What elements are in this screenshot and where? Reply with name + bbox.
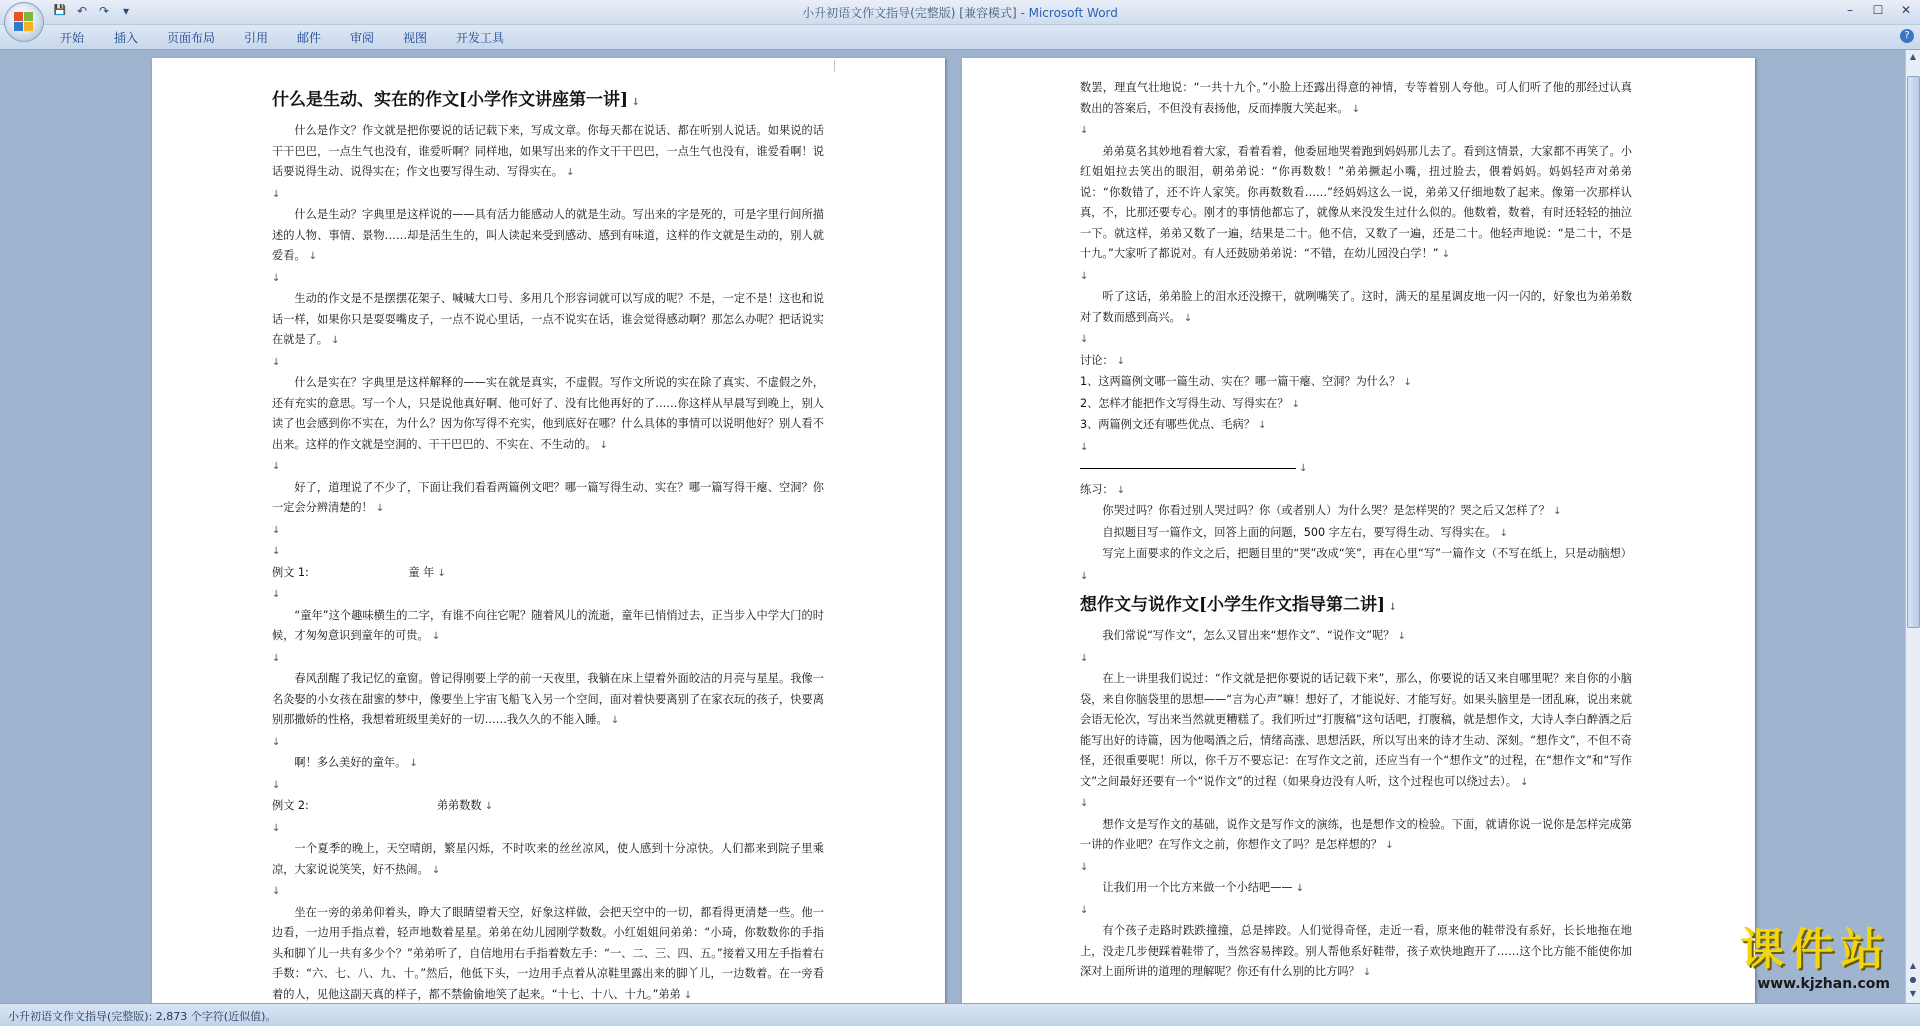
paragraph-mark-icon: ↓ bbox=[1516, 776, 1529, 788]
empty-paragraph bbox=[272, 184, 824, 206]
paragraph-text: 练习： bbox=[1080, 482, 1114, 496]
paragraph-mark-icon: ↓ bbox=[1496, 527, 1509, 539]
paragraph bbox=[272, 205, 824, 268]
paragraph bbox=[1080, 142, 1632, 266]
office-logo-icon bbox=[14, 12, 34, 32]
paragraph-mark-icon: ↓ bbox=[607, 715, 620, 726]
paragraph-mark-icon: ↓ bbox=[1080, 334, 1089, 345]
paragraph-mark-icon: ↓ bbox=[596, 439, 609, 451]
paragraph-text: 写完上面要求的作文之后，把题目里的“哭”改成“笑”，再在心里“写”一篇作文（不写在纸上，只是动脑想） bbox=[1102, 547, 1632, 560]
paragraph-mark-icon: ↓ bbox=[628, 97, 640, 108]
paragraph-mark-icon: ↓ bbox=[1549, 506, 1562, 517]
paragraph-mark-icon: ↓ bbox=[1080, 270, 1089, 282]
paragraph-text: 坐在一旁的弟弟仰着头，睁大了眼睛望着天空，好象这样做，会把天空中的一切，都看得更清楚一些。他一边看，一边用手指点着，轻声地数着星星。弟弟在幼儿园刚学数数。小红姐姐问弟弟：“小琦，你数数你的手指头和脚丫儿一共有多少个？”弟弟听了，自信地用右手指着数左手：“一、二、三、四、五。”接着又用左手指着右手数：“六、七、八、九、十。”然后，他低下头，一边用手点着从凉鞋里露出来的脚丫儿，一边数着。在一旁看着的人，见他这副天真的样子，都不禁偷偷地笑了起来。“十七、十八、十九。”弟弟 bbox=[272, 905, 824, 1001]
paragraph-text: 听了这话，弟弟脸上的泪水还没擦干，就咧嘴笑了。这时，满天的星星调皮地一闪一闪的，好象也为弟弟数对了数而感到高兴。 bbox=[1080, 290, 1632, 324]
empty-paragraph bbox=[272, 541, 824, 563]
paragraph-text: 好了，道理说了不少了，下面让我们看看两篇例文吧？哪一篇写得生动、实在？哪一篇写得干瘪、空洞？你一定会分辨清楚的！ bbox=[272, 480, 824, 514]
paragraph bbox=[1080, 921, 1632, 984]
page-content bbox=[1080, 78, 1632, 984]
empty-paragraph bbox=[272, 520, 824, 542]
paragraph bbox=[272, 478, 824, 520]
paragraph-mark-icon: ↓ bbox=[272, 822, 281, 834]
paragraph-mark-icon: ↓ bbox=[327, 335, 340, 346]
paragraph-text: 生动的作文是不是摆摆花架子、喊喊大口号、多用几个形容词就可以写成的呢？不是，一定不是！这也和说话一样，如果你只是耍耍嘴皮子，一点不说心里话，一点不说实在话，谁会觉得感动啊？那怎么办呢？把话说实在就是了。 bbox=[272, 292, 824, 346]
paragraph bbox=[272, 289, 824, 352]
paragraph bbox=[1080, 394, 1632, 416]
empty-paragraph bbox=[272, 881, 824, 903]
paragraph-mark-icon: ↓ bbox=[1080, 652, 1089, 664]
empty-paragraph bbox=[272, 352, 824, 374]
tab-home[interactable]: 开始 bbox=[60, 31, 85, 45]
crop-mark-icon bbox=[252, 60, 264, 72]
document-page-left[interactable] bbox=[152, 58, 945, 1018]
paragraph-text: 你哭过吗？你看过别人哭过吗？你（或者别人）为什么哭？是怎样哭的？哭之后又怎样了？ bbox=[1102, 504, 1550, 517]
paragraph-text: 一个夏季的晚上，天空晴朗，繁星闪烁，不时吹来的丝丝凉风，使人感到十分凉快。人们都来到院子里乘凉，大家说说笑笑，好不热闹。 bbox=[272, 842, 824, 876]
empty-paragraph bbox=[1080, 793, 1632, 815]
paragraph-text: 1、这两篇例文哪一篇生动、实在？哪一篇干瘪、空洞？为什么？ bbox=[1080, 375, 1401, 388]
maximize-button[interactable]: ☐ bbox=[1872, 3, 1884, 17]
paragraph-mark-icon: ↓ bbox=[272, 886, 281, 897]
paragraph-text: 什么是生动？字典里是这样说的——具有活力能感动人的就是生动。写出来的字是死的，可是字里行间所描述的人物、事情、景物……却是活生生的，叫人读起来受到感动、感到有味道，这样的作文就是生动的，别人就爱看。 bbox=[272, 208, 824, 262]
paragraph bbox=[1080, 626, 1632, 648]
empty-paragraph bbox=[1080, 900, 1632, 922]
help-icon[interactable]: ? bbox=[1900, 29, 1914, 43]
paragraph-text: 例文 2: 弟弟数数 bbox=[272, 799, 482, 812]
document-area bbox=[0, 50, 1906, 1003]
paragraph-text: 什么是实在？字典里是这样解释的——实在就是真实，不虚假。写作文所说的实在除了真实、不虚假之外，还有充实的意思。写一个人，只是说他真好啊、他可好了、没有比他再好的了……你这样从早晨写到晚上，别人读了也会感到你不实在，为什么？因为你写得不充实，他到底好在哪？什么具体的事情可以说明他好？别人看不出来。这样的作文就是空洞的、干干巴巴的、不实在、不生动的。 bbox=[272, 376, 824, 451]
paragraph-mark-icon: ↓ bbox=[272, 356, 281, 368]
paragraph-mark-icon: ↓ bbox=[1348, 103, 1361, 115]
scrollbar-thumb[interactable] bbox=[1907, 76, 1920, 628]
tab-references[interactable]: 引用 bbox=[244, 31, 269, 45]
paragraph bbox=[272, 839, 824, 881]
crop-mark-icon bbox=[1062, 60, 1074, 72]
tab-mailings[interactable]: 邮件 bbox=[297, 31, 322, 45]
scroll-up-icon[interactable]: ▲ bbox=[1909, 52, 1917, 61]
paragraph-mark-icon: ↓ bbox=[272, 188, 281, 200]
paragraph-mark-icon: ↓ bbox=[1292, 883, 1305, 894]
empty-paragraph bbox=[272, 584, 824, 606]
paragraph-mark-icon: ↓ bbox=[272, 546, 281, 557]
paragraph-mark-icon: ↓ bbox=[680, 989, 693, 1001]
paragraph-text: 在上一讲里我们说过：“作文就是把你要说的话记载下来”，那么，你要说的话又来自哪里呢？来自你的小脑袋，来自你脑袋里的思想——“言为心声”嘛！想好了，才能说好、才能写好。如果头脑里是一团乱麻，说出来就会语无伦次，写出来当然就更糟糕了。我们听过“打腹稿”这句话吧，打腹稿，就是想作文，大诗人李白醉酒之后能写出好的诗篇，因为他喝酒之后，情绪高涨、思想活跃，所以写出来的诗才生动、深刻。“想作文”，不但不奇怪，还很重要呢！所以，你千万不要忘记：在写作文之前，还应当有一个“想作文”的过程，在“想作文”和“写作文”之间最好还要有一个“说作文”的过程（如果身边没有人听，这个过程也可以绕过去）。 bbox=[1080, 672, 1632, 788]
paragraph-text: 例文 1: 童 年 bbox=[272, 565, 435, 579]
paragraph-text: 讨论： bbox=[1080, 353, 1114, 367]
paragraph-mark-icon: ↓ bbox=[428, 631, 441, 642]
paragraph-mark-icon: ↓ bbox=[1080, 441, 1089, 453]
paragraph-mark-icon: ↓ bbox=[1180, 312, 1193, 324]
redo-icon[interactable]: ↷ bbox=[98, 4, 110, 18]
horizontal-rule bbox=[1080, 458, 1632, 480]
empty-paragraph bbox=[1080, 857, 1632, 879]
paragraph bbox=[272, 606, 824, 648]
paragraph-mark-icon: ↓ bbox=[272, 589, 281, 600]
section-heading bbox=[272, 86, 824, 117]
watermark-title: 课件站 bbox=[1740, 924, 1890, 975]
paragraph-mark-icon: ↓ bbox=[1254, 420, 1267, 431]
paragraph-text: 什么是生动、实在的作文[小学作文讲座第一讲] bbox=[272, 90, 629, 110]
paragraph bbox=[272, 373, 824, 456]
paragraph-mark-icon: ↓ bbox=[1438, 249, 1451, 260]
paragraph bbox=[1080, 815, 1632, 857]
empty-paragraph bbox=[1080, 266, 1632, 288]
paragraph-text: 想作文与说作文[小学生作文指导第二讲] bbox=[1080, 595, 1386, 615]
paragraph bbox=[1080, 78, 1632, 120]
paragraph bbox=[1080, 480, 1632, 502]
paragraph-mark-icon: ↓ bbox=[1080, 125, 1089, 136]
paragraph bbox=[1080, 523, 1632, 545]
app-name: Microsoft Word bbox=[1028, 6, 1118, 20]
tab-page-layout[interactable]: 页面布局 bbox=[167, 31, 216, 45]
paragraph bbox=[1080, 501, 1632, 523]
watermark bbox=[1740, 926, 1890, 992]
paragraph-text: 自拟题目写一篇作文，回答上面的问题，500 字左右，要写得生动、写得实在。 bbox=[1102, 525, 1497, 539]
tab-developer[interactable]: 开发工具 bbox=[456, 31, 505, 45]
paragraph bbox=[1080, 669, 1632, 793]
divider-line bbox=[1080, 468, 1296, 469]
paragraph-mark-icon: ↓ bbox=[1288, 398, 1301, 410]
save-icon[interactable]: 💾 bbox=[53, 5, 67, 16]
paragraph-text: 春风刮醒了我记忆的童窗。曾记得刚要上学的前一天夜里，我躺在床上望着外面皎洁的月亮与星星。我像一名灸娶的小女孩在甜蜜的梦中，像要坐上宇宙飞船飞入另一个空间，面对着快要离别了在家衣玩的孩子，快要离别那撒娇的性格，我想着班级里美好的一切……我久久的不能入睡。 bbox=[272, 672, 824, 726]
paragraph-mark-icon: ↓ bbox=[305, 251, 318, 262]
paragraph-mark-icon: ↓ bbox=[434, 567, 446, 579]
tab-insert[interactable]: 插入 bbox=[114, 31, 139, 45]
empty-paragraph bbox=[272, 732, 824, 754]
paragraph bbox=[1080, 351, 1632, 373]
paragraph-mark-icon: ↓ bbox=[272, 461, 281, 472]
paragraph-mark-icon: ↓ bbox=[272, 524, 281, 536]
paragraph-mark-icon: ↓ bbox=[272, 652, 281, 664]
window-controls bbox=[1836, 0, 1920, 20]
paragraph-mark-icon: ↓ bbox=[406, 758, 418, 769]
paragraph-mark-icon: ↓ bbox=[562, 167, 575, 178]
paragraph-text: 2、怎样才能把作文写得生动、写得实在？ bbox=[1080, 396, 1289, 410]
paragraph-text: 3、两篇例文还有哪些优点、毛病？ bbox=[1080, 418, 1255, 431]
paragraph bbox=[272, 121, 824, 184]
paragraph-text: 弟弟莫名其妙地看着大家，看着看着，他委屈地哭着跑到妈妈那儿去了。看到这情景，大家都不再笑了。小红姐姐拉去笑出的眼泪，朝弟弟说：“你再数数！”弟弟撅起小嘴，扭过脸去，偎着妈妈。妈妈轻声对弟弟说：“你数错了，还不许人家笑。你再数数看……”经妈妈这么一说，弟弟又仔细地数了起来。像第一次那样认真，不，比那还要专心。刚才的事情他都忘了，就像从来没发生过什么似的。他数着，数着，有时还轻轻的抽泣一下。就这样，弟弟又数了一遍，结果是二十。他不信，又数了一遍，还是二十。他轻声地说：“是二十，不是十九。”大家听了都说对。有人还鼓励弟弟说：“不错，在幼儿园没白学！” bbox=[1080, 144, 1632, 260]
empty-paragraph bbox=[272, 818, 824, 840]
paragraph-text: 想作文是写作文的基础，说作文是写作文的演练，也是想作文的检验。下面，就请你说一说你是怎样完成第一讲的作业吧？在写作文之前，你想作文了吗？是怎样想的？ bbox=[1080, 817, 1632, 851]
paragraph-text: 有个孩子走路时跌跌撞撞，总是摔跤。人们觉得奇怪，走近一看，原来他的鞋带没有系好，长长地拖在地上，没走几步便踩着鞋带了，当然容易摔跤。别人帮他系好鞋带，孩子欢快地跑开了……这个比方能不能使你加深对上面所讲的道理的理解呢？你还有什么别的比方吗？ bbox=[1080, 924, 1632, 978]
paragraph-text: 我们常说“写作文”，怎么又冒出来“想作文”、“说作文”呢？ bbox=[1102, 629, 1395, 642]
empty-paragraph bbox=[1080, 648, 1632, 670]
empty-paragraph bbox=[1080, 329, 1632, 351]
ribbon-tab-bar bbox=[0, 25, 1920, 50]
paragraph bbox=[1080, 415, 1632, 437]
vertical-scrollbar[interactable] bbox=[1905, 50, 1920, 1003]
previous-page-icon[interactable]: ▲ bbox=[1909, 961, 1917, 970]
paragraph-mark-icon: ↓ bbox=[1080, 798, 1089, 809]
paragraph-mark-icon: ↓ bbox=[1394, 631, 1407, 642]
paragraph-mark-icon: ↓ bbox=[1385, 602, 1397, 613]
paragraph bbox=[1080, 878, 1632, 900]
customize-toolbar-icon[interactable]: ▾ bbox=[122, 4, 130, 18]
paragraph bbox=[1080, 372, 1632, 394]
paragraph-mark-icon: ↓ bbox=[428, 864, 441, 876]
page-content bbox=[272, 82, 824, 1006]
paragraph-mark-icon: ↓ bbox=[1359, 967, 1372, 978]
close-button[interactable]: ✕ bbox=[1900, 3, 1912, 17]
document-title: 小升初语文作文指导(完整版) [兼容模式] - bbox=[802, 6, 1029, 20]
watermark-url: www.kjzhan.com bbox=[1757, 976, 1890, 992]
empty-paragraph bbox=[272, 775, 824, 797]
word-count-status[interactable]: 小升初语文作文指导(完整版): 2,873 个字符(近似值)。 bbox=[8, 1010, 277, 1023]
paragraph-mark-icon: ↓ bbox=[1382, 840, 1394, 851]
paragraph-mark-icon: ↓ bbox=[272, 736, 281, 748]
paragraph bbox=[272, 903, 824, 1007]
crop-mark-icon bbox=[834, 60, 846, 72]
empty-paragraph bbox=[272, 456, 824, 478]
paragraph bbox=[272, 669, 824, 732]
paragraph-text: 啊！多么美好的童年。 bbox=[294, 756, 407, 769]
paragraph-text: 数罢，理直气壮地说：“一共十九个。”小脸上还露出得意的神情，专等着别人夸他。可人们听了他的那经过认真数出的答案后，不但没有表扬他，反而捧腹大笑起来。 bbox=[1080, 81, 1632, 115]
minimize-button[interactable]: – bbox=[1847, 3, 1853, 17]
undo-icon[interactable]: ↶ bbox=[76, 4, 88, 18]
status-bar bbox=[0, 1003, 1920, 1026]
empty-paragraph bbox=[1080, 437, 1632, 459]
browse-object-icon[interactable]: ● bbox=[1909, 975, 1917, 984]
paragraph bbox=[1080, 287, 1632, 329]
tab-view[interactable]: 视图 bbox=[403, 31, 428, 45]
example-title-line bbox=[272, 796, 824, 818]
section-heading bbox=[1080, 591, 1632, 622]
paragraph-text: 让我们用一个比方来做一个小结吧—— bbox=[1102, 881, 1293, 894]
title-bar bbox=[0, 0, 1920, 25]
paragraph-mark-icon: ↓ bbox=[272, 779, 281, 791]
paragraph-mark-icon: ↓ bbox=[1080, 570, 1089, 582]
empty-paragraph bbox=[272, 268, 824, 290]
paragraph-mark-icon: ↓ bbox=[1113, 484, 1126, 496]
next-page-icon[interactable]: ▼ bbox=[1909, 989, 1917, 998]
paragraph-mark-icon: ↓ bbox=[1400, 377, 1412, 388]
paragraph-mark-icon: ↓ bbox=[372, 503, 385, 514]
paragraph-text: “童年”这个趣味横生的二字，有谁不向往它呢？随着风儿的流逝，童年已悄悄过去，正当步入中学大门的时候，才匆匆意识到童年的可贵。 bbox=[272, 608, 824, 642]
paragraph-text: 什么是作文？作文就是把你要说的话记载下来，写成文章。你每天都在说话、都在听别人说话。如果说的话干干巴巴，一点生气也没有，谁爱听啊？同样地，如果写出来的作文干干巴巴，一点生气也没有，谁爱看啊！说话要说得生动、说得实在；作文也要写得生动、写得实在。 bbox=[272, 124, 824, 178]
example-title-line bbox=[272, 563, 824, 585]
paragraph-mark-icon: ↓ bbox=[1080, 904, 1089, 916]
empty-paragraph bbox=[1080, 120, 1632, 142]
paragraph-mark-icon: ↓ bbox=[1296, 463, 1308, 474]
paragraph-mark-icon: ↓ bbox=[481, 801, 494, 812]
window-title bbox=[0, 4, 1920, 21]
paragraph-mark-icon: ↓ bbox=[1113, 355, 1126, 367]
paragraph-mark-icon: ↓ bbox=[1080, 861, 1089, 873]
tab-review[interactable]: 审阅 bbox=[350, 31, 375, 45]
paragraph bbox=[272, 753, 824, 775]
document-page-right[interactable] bbox=[962, 58, 1755, 1018]
office-button[interactable] bbox=[4, 2, 44, 42]
paragraph bbox=[1080, 544, 1632, 587]
empty-paragraph bbox=[272, 648, 824, 670]
paragraph-mark-icon: ↓ bbox=[272, 272, 281, 284]
